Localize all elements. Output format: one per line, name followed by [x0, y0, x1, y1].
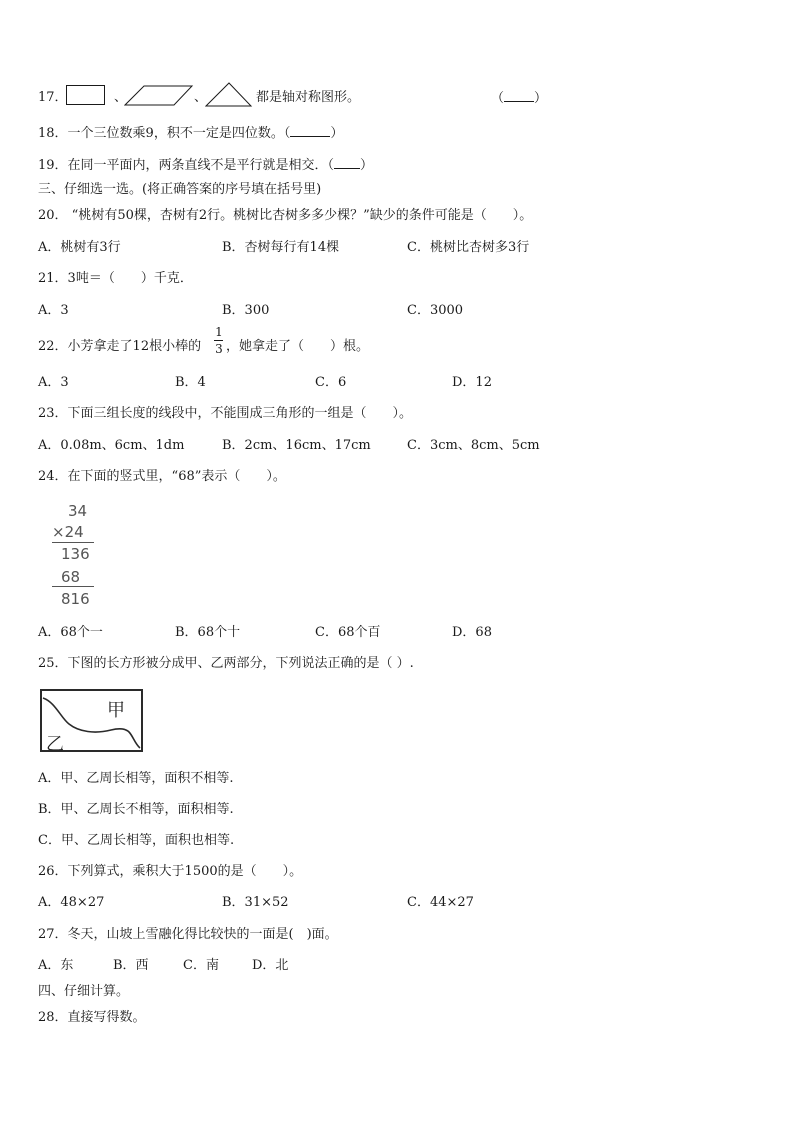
q22-text-before: 22．小芳拿走了12根小棒的 — [38, 339, 202, 354]
q24-text: 24．在下面的竖式里，“68”表示（ ）。 — [38, 469, 286, 484]
q22-fraction-denominator: 3 — [215, 342, 223, 356]
q17-number: 17． — [38, 90, 68, 105]
q19-text: 19．在同一平面内，两条直线不是平行就是相交．（ — [38, 158, 335, 173]
q18-paren-close: ） — [330, 126, 344, 141]
q27-option-d[interactable]: D．北 — [252, 958, 289, 973]
triangle-shape — [205, 82, 253, 108]
calc-multiplier: ×24 — [52, 523, 84, 541]
q24-option-c[interactable]: C．68个百 — [315, 625, 381, 640]
calc-partial-2: 68 — [61, 568, 81, 586]
q25-option-c[interactable]: C．甲、乙周长相等，面积也相等. — [38, 833, 235, 848]
q18-answer-blank[interactable] — [290, 124, 330, 137]
q20-text: 20． “桃树有50棵，杏树有2行。桃树比杏树多多少棵？”缺少的条件可能是（ ）。 — [38, 208, 533, 223]
rectangle-shape — [66, 85, 106, 107]
q28-text: 28．直接写得数。 — [38, 1010, 146, 1025]
q22-option-b[interactable]: B．4 — [175, 375, 206, 390]
q25-option-a[interactable]: A．甲、乙周长相等，面积不相等. — [38, 771, 234, 786]
calc-product: 816 — [61, 590, 90, 608]
q19-paren-close: ） — [360, 158, 374, 173]
label-jia: 甲 — [107, 700, 125, 721]
q23-text: 23．下面三组长度的线段中，不能围成三角形的一组是（ ）。 — [38, 406, 413, 421]
q23-option-b[interactable]: B．2cm、16cm、17cm — [222, 438, 371, 453]
q17-statement: 都是轴对称图形。 — [256, 90, 361, 105]
q25-option-b[interactable]: B．甲、乙周长不相等，面积相等. — [38, 802, 234, 817]
section-3-heading: 三、仔细选一选。(将正确答案的序号填在括号里) — [38, 182, 322, 197]
q22-option-c[interactable]: C．6 — [315, 375, 347, 390]
q20-option-b[interactable]: B．杏树每行有14棵 — [222, 240, 340, 255]
q22-option-d[interactable]: D．12 — [452, 375, 492, 390]
q21-option-c[interactable]: C．3000 — [407, 303, 464, 318]
calc-partial-1: 136 — [61, 545, 90, 563]
q20-option-a[interactable]: A．桃树有3行 — [38, 240, 121, 255]
q24-option-a[interactable]: A．68个一 — [38, 625, 103, 640]
q23-option-c[interactable]: C．3cm、8cm、5cm — [407, 438, 540, 453]
q27-option-b[interactable]: B．西 — [113, 958, 149, 973]
section-4-heading: 四、仔细计算。 — [38, 984, 130, 999]
q26-option-a[interactable]: A．48×27 — [38, 895, 105, 910]
q24-option-b[interactable]: B．68个十 — [175, 625, 241, 640]
q20-option-c[interactable]: C．桃树比杏树多3行 — [407, 240, 530, 255]
calc-multiplicand: 34 — [68, 502, 88, 520]
q18 — [38, 124, 343, 143]
parallelogram-shape — [124, 85, 194, 107]
q27-option-a[interactable]: A．东 — [38, 958, 74, 973]
calc-rule-2 — [52, 586, 94, 587]
q17-answer-blank[interactable]: （ ） — [491, 91, 548, 106]
q23-option-a[interactable]: A．0.08m、6cm、1dm — [38, 438, 185, 453]
q27-option-c[interactable]: C．南 — [183, 958, 219, 973]
q22-fraction-bar — [214, 340, 223, 341]
q26-option-b[interactable]: B．31×52 — [222, 895, 289, 910]
q22-text-after: ，她拿走了（ ）根。 — [226, 339, 370, 354]
q19-answer-blank[interactable] — [334, 156, 360, 169]
q22-fraction-numerator: 1 — [215, 325, 223, 339]
q18-text: 18．一个三位数乘9，积不一定是四位数。（ — [38, 126, 291, 141]
q27-text: 27．冬天，山坡上雪融化得比较快的一面是( )面。 — [38, 927, 338, 942]
q19 — [38, 156, 373, 175]
q22-option-a[interactable]: A．3 — [38, 375, 69, 390]
q21-text: 21．3吨＝（ ）千克． — [38, 271, 193, 286]
q17-separator-1: 、 — [114, 90, 128, 105]
q24-option-d[interactable]: D．68 — [452, 625, 492, 640]
q17-separator-2: 、 — [194, 90, 208, 105]
q25-text: 25．下图的长方形被分成甲、乙两部分，下列说法正确的是（ ）. — [38, 656, 414, 671]
q17 — [38, 89, 68, 107]
q21-option-a[interactable]: A．3 — [38, 303, 69, 318]
label-yi: 乙 — [46, 734, 64, 755]
q26-text: 26．下列算式，乘积大于1500的是（ ）。 — [38, 864, 303, 879]
q26-option-c[interactable]: C．44×27 — [407, 895, 474, 910]
q21-option-b[interactable]: B．300 — [222, 303, 270, 318]
